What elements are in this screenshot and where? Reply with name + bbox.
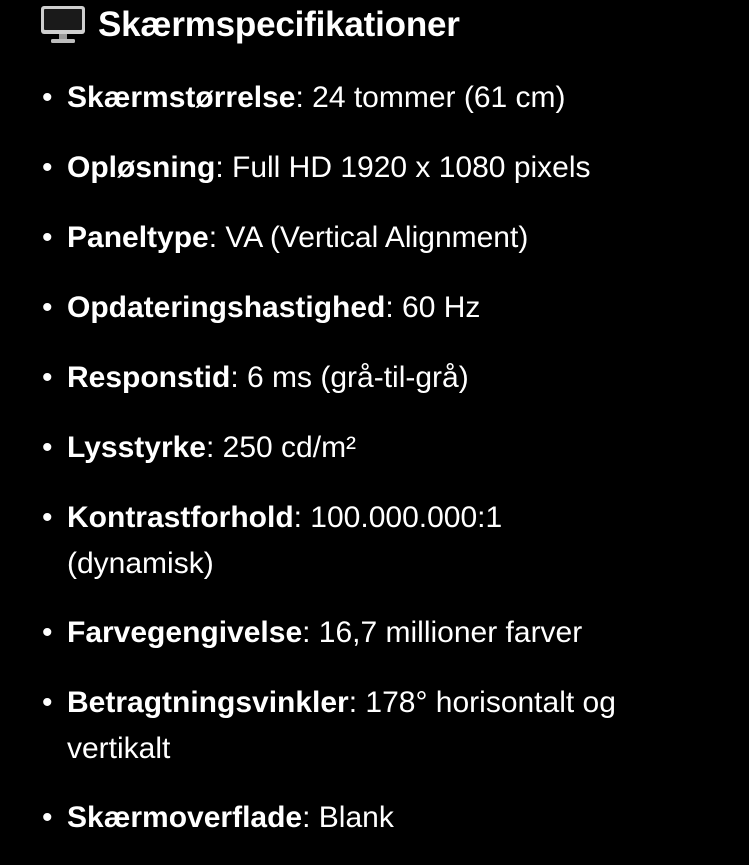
spec-value: : 6 ms (grå-til-grå) — [230, 361, 469, 394]
spec-value: : Full HD 1920 x 1080 pixels — [215, 151, 591, 184]
bullet: • — [42, 801, 53, 834]
spec-item-color-reproduction — [42, 610, 717, 656]
spec-label: Farvegengivelse — [67, 616, 303, 649]
spec-item-screen-size — [42, 75, 717, 121]
spec-item-panel-type — [42, 215, 717, 261]
spec-label: Responstid — [67, 361, 231, 394]
bullet: • — [42, 431, 53, 464]
spec-item-response-time — [42, 355, 717, 401]
bullet: • — [42, 361, 53, 394]
spec-value: : Blank — [302, 801, 394, 834]
section-title: Skærmspecifikationer — [98, 5, 460, 44]
spec-item-screen-surface — [42, 795, 717, 841]
bullet: • — [42, 686, 53, 719]
spec-label: Paneltype — [67, 221, 209, 254]
bullet: • — [42, 151, 53, 184]
desktop-computer-icon — [40, 5, 86, 45]
spec-label: Opløsning — [67, 151, 216, 184]
spec-label: Skærmoverflade — [67, 801, 303, 834]
spec-label: Opdateringshastighed — [67, 291, 386, 324]
spec-item-viewing-angles — [42, 680, 717, 772]
section-heading — [40, 2, 460, 48]
spec-value: : VA (Vertical Alignment) — [208, 221, 529, 254]
spec-item-contrast-ratio — [42, 495, 607, 587]
spec-value: : 24 tommer (61 cm) — [295, 81, 566, 114]
spec-label: Betragtningsvinkler — [67, 686, 349, 719]
spec-value: : 250 cd/m² — [205, 431, 357, 464]
bullet: • — [42, 616, 53, 649]
bullet: • — [42, 221, 53, 254]
spec-value: : 60 Hz — [385, 291, 481, 324]
spec-item-brightness — [42, 425, 717, 471]
spec-label: Kontrastforhold — [67, 501, 294, 534]
spec-label: Skærmstørrelse — [67, 81, 296, 114]
bullet: • — [42, 81, 53, 114]
bullet: • — [42, 501, 53, 534]
spec-value: : 100.000.000:1 (dynamisk) — [67, 501, 503, 580]
spec-item-refresh-rate — [42, 285, 717, 331]
bullet: • — [42, 291, 53, 324]
spec-label: Lysstyrke — [67, 431, 206, 464]
spec-value: : 178° horisontalt og vertikalt — [67, 686, 616, 765]
spec-value: : 16,7 millioner farver — [302, 616, 583, 649]
spec-item-resolution — [42, 145, 717, 191]
